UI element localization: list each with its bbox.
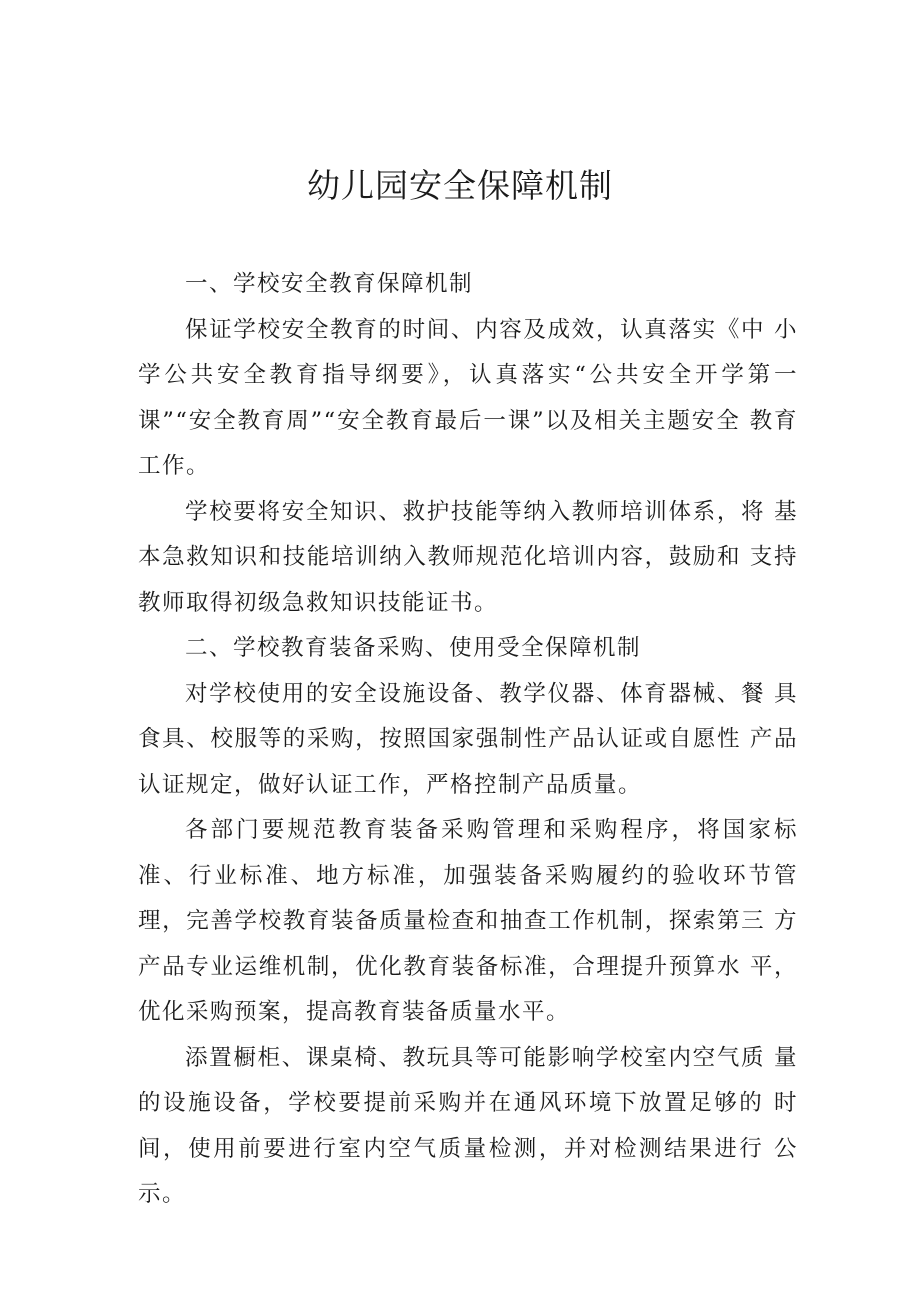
document-body [138,262,798,1218]
paragraph: 学校要将安全知识、救护技能等纳入教师培训体系，将 基本急救知识和技能培训纳入教师规范化培训内容，鼓励和 支持教师取得初级急救知识技能证书。 [138,498,798,616]
section-heading: 二、学校教育装备采购、使用受全保障机制 [185,635,642,661]
section-safety-education [138,262,798,626]
section-heading: 一、学校安全教育保障机制 [185,271,474,297]
document-title: 幼儿园安全保障机制 [307,166,613,205]
paragraph: 添置橱柜、课桌椅、教玩具等可能影响学校室内空气质 量的设施设备，学校要提前采购并在通风环境下放置足够的 时间，使用前要进行室内空气质量检测，并对检测结果进行 公示。 [138,1044,798,1207]
paragraph: 保证学校安全教育的时间、内容及成效，认真落实《中 小学公共安全教育指导纲要》，认真落实“公共安全开学第一 课”“安全教育周”“安全教育最后一课”以及相关主题安全 教育工作。 [138,316,798,479]
section-equipment-procurement [138,626,798,1218]
paragraph: 对学校使用的安全设施设备、教学仪器、体育器械、餐 具食具、校服等的采购，按照国家强制性产品认证或自愿性 产品认证规定，做好认证工作，严格控制产品质量。 [138,680,798,798]
paragraph: 各部门要规范教育装备采购管理和采购程序，将国家标 准、行业标准、地方标准，加强装备采购履约的验收环节管 理，完善学校教育装备质量检查和抽查工作机制，探索第三 方产品专业运维机制，优化教育装备标准，合理提升预算水 平，优化采购预案，提高教育装备质量水平。 [138,817,798,1025]
